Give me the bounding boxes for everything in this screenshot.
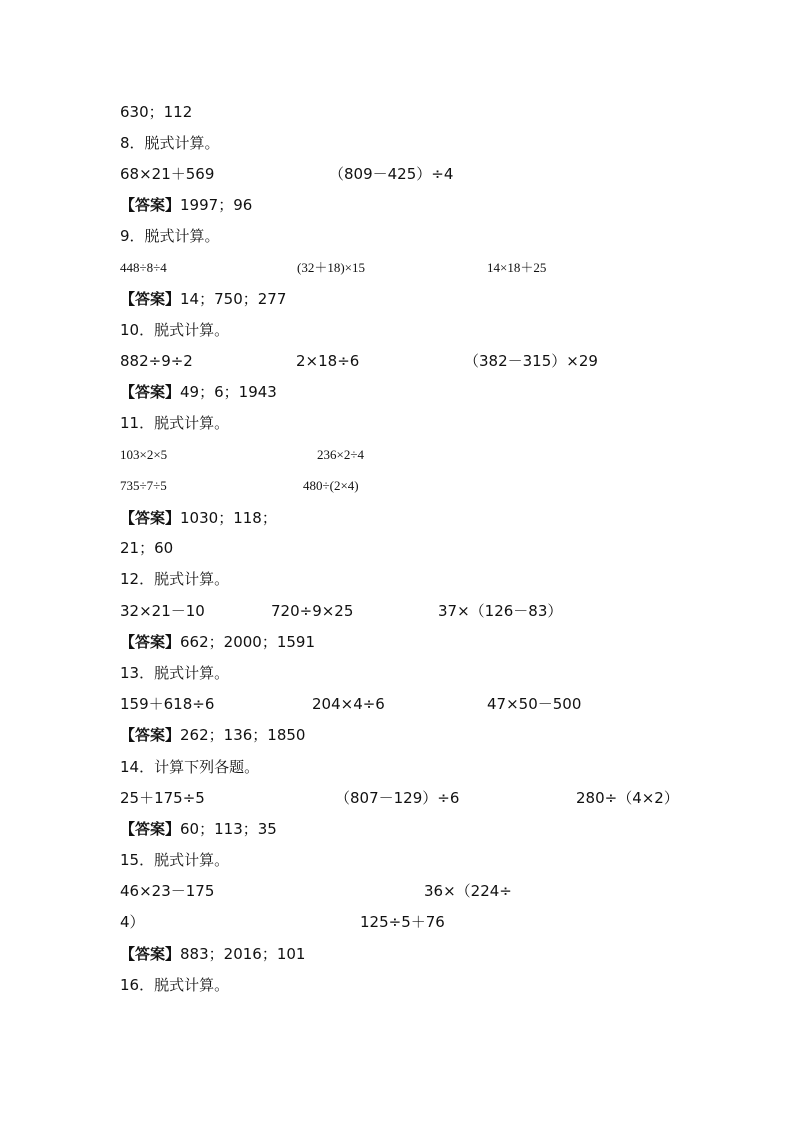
answer-tag: 【答案】 [120,196,181,214]
question-11-title: 11．脱式计算。 [120,414,230,432]
q13-expression-2: 204×4÷6 [312,695,385,713]
question-16-title: 16．脱式计算。 [120,976,230,994]
q15-expression-3: 125÷5＋76 [360,913,445,931]
answer-tag: 【答案】 [120,945,181,963]
q15-expression-2: 36×（224÷ [424,882,512,900]
q11-expression-2: 236×2÷4 [317,447,364,462]
answer-text: 60；113；35 [180,820,277,838]
q8-expression-1: 68×21＋569 [120,165,215,183]
q12-expression-2: 720÷9×25 [271,602,354,620]
q12-expression-1: 32×21－10 [120,602,205,620]
q12-expression-3: 37×（126－83） [438,602,563,620]
q14-expression-2: （807－129）÷6 [335,789,460,807]
question-12-title: 12．脱式计算。 [120,570,230,588]
question-8-title: 8．脱式计算。 [120,134,220,152]
q13-answer [120,725,305,745]
q11-expression-4: 480÷(2×4) [303,478,359,493]
q8-expression-2: （809－425）÷4 [329,165,454,183]
answer-text: 1997；96 [180,196,253,214]
q15-expression-2-continuation: 4） [120,913,145,931]
q13-expression-3: 47×50－500 [487,695,582,713]
q10-expression-1: 882÷9÷2 [120,352,193,370]
answer-text: 262；136；1850 [180,726,306,744]
answer-text: 1030；118； [180,509,277,527]
q9-answer [120,289,286,309]
answer-continuation: 630；112 [120,103,193,121]
question-10-title: 10．脱式计算。 [120,321,230,339]
question-15-title: 15．脱式计算。 [120,851,230,869]
answer-tag: 【答案】 [120,726,181,744]
q10-expression-3: （382－315）×29 [464,352,598,370]
q8-answer [120,195,252,215]
q15-answer [120,944,305,964]
q9-expression-1: 448÷8÷4 [120,260,167,275]
q9-expression-2: (32＋18)×15 [297,260,365,275]
q12-answer [120,632,315,652]
q14-answer [120,819,277,839]
q11-answer [120,508,277,528]
answer-tag: 【答案】 [120,820,181,838]
q14-expression-1: 25＋175÷5 [120,789,205,807]
answer-tag: 【答案】 [120,633,181,651]
answer-tag: 【答案】 [120,290,181,308]
q11-expression-1: 103×2×5 [120,447,168,462]
question-14-title: 14．计算下列各题。 [120,758,260,776]
answer-text: 662；2000；1591 [180,633,315,651]
answer-tag: 【答案】 [120,509,181,527]
q10-expression-2: 2×18÷6 [296,352,360,370]
answer-text: 49；6；1943 [180,383,277,401]
question-9-title: 9．脱式计算。 [120,227,220,245]
q10-answer [120,382,277,402]
q11-answer-continuation: 21；60 [120,539,174,557]
q13-expression-1: 159＋618÷6 [120,695,215,713]
q15-expression-1: 46×23－175 [120,882,215,900]
answer-text: 14；750；277 [180,290,287,308]
q14-expression-3: 280÷（4×2） [576,789,679,807]
q9-expression-3: 14×18＋25 [487,260,547,275]
q11-expression-3: 735÷7÷5 [120,478,167,493]
answer-text: 883；2016；101 [180,945,306,963]
answer-tag: 【答案】 [120,383,181,401]
question-13-title: 13．脱式计算。 [120,664,230,682]
